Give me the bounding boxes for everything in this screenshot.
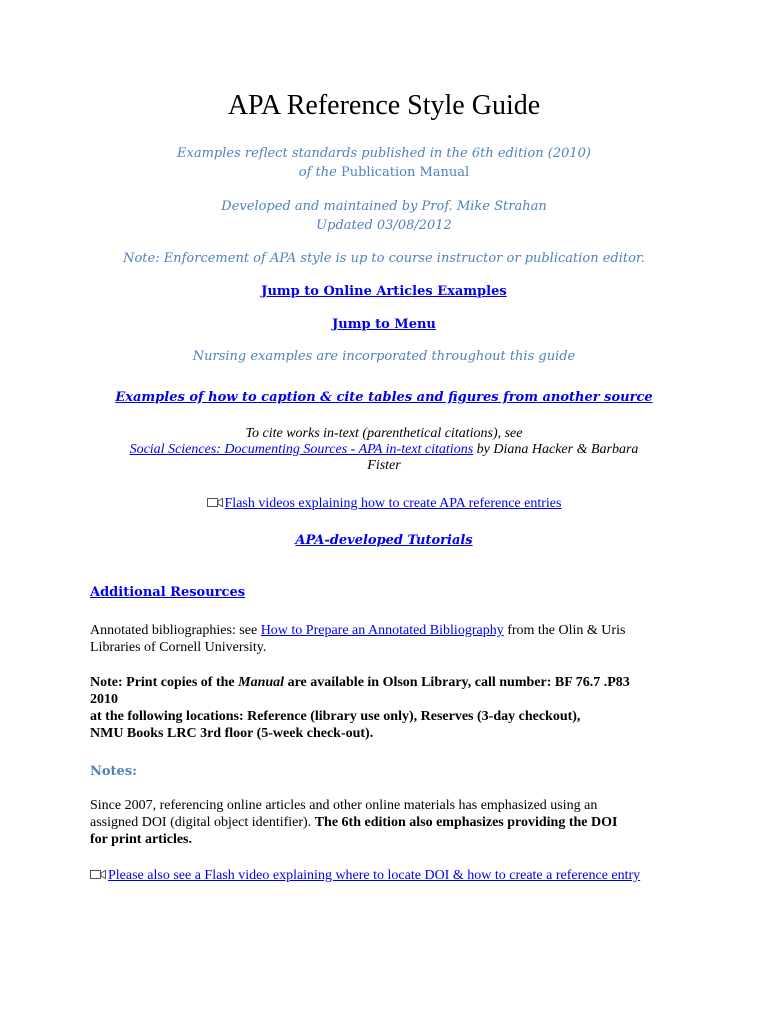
apa-tutorials-link[interactable]: APA-developed Tutorials: [295, 533, 473, 548]
annotated-line1: [90, 622, 680, 639]
apa-tutorials-row: [0, 531, 768, 549]
annotated-prefix: Annotated bibliographies: see: [90, 623, 258, 638]
annotated-suffix: from the Olin & Uris: [507, 623, 626, 638]
doi-line2-bold: The 6th edition also emphasizes providing the DOI: [314, 815, 618, 830]
additional-resources-heading-row: [90, 584, 680, 601]
enforcement-note: Note: Enforcement of APA style is up to course instructor or publication editor.: [123, 251, 645, 266]
annotated-line2: Libraries of Cornell University.: [90, 640, 267, 655]
subtitle: [0, 144, 768, 182]
doi-line3: for print articles.: [90, 832, 192, 847]
flash-videos-link[interactable]: Flash videos explaining how to create APA reference entries: [224, 496, 562, 511]
print-copies-note: [90, 674, 680, 742]
author-info: [0, 197, 768, 235]
caption-tables-row: [0, 388, 768, 406]
subtitle-line2: [0, 163, 768, 182]
notes-label: Notes:: [90, 764, 137, 779]
doi-video-link[interactable]: Please also see a Flash video explaining where to locate DOI & how to create a reference entry: [108, 868, 641, 883]
doi-line1: Since 2007, referencing online articles and other online materials has emphasized using an: [90, 798, 598, 813]
jump-online-articles-link[interactable]: Jump to Online Articles Examples: [261, 284, 507, 299]
jump-menu-row: [0, 315, 768, 333]
intext-line3: Fister: [367, 458, 401, 473]
jump-to-menu-link[interactable]: Jump to Menu: [332, 317, 436, 332]
doi-line2-prefix: assigned DOI (digital object identifier).: [90, 815, 312, 830]
print-note-suffix: are available in Olson Library, call number: BF 76.7 .P83: [287, 675, 630, 690]
flash-videos-row: [0, 496, 768, 512]
video-camera-icon: [207, 497, 223, 508]
print-note-nmu: NMU Books LRC 3rd floor (5-week check-out).: [90, 726, 374, 741]
intext-line2: [0, 442, 768, 458]
page-title: APA Reference Style Guide: [227, 90, 541, 121]
updated-date: Updated 03/08/2012: [316, 218, 452, 233]
video-camera-icon: [90, 869, 106, 880]
annotated-bib-paragraph: [90, 622, 680, 656]
additional-resources-link[interactable]: Additional Resources: [90, 585, 246, 600]
annotated-bibliography-link[interactable]: How to Prepare an Annotated Bibliography: [260, 623, 504, 638]
intext-line1: To cite works in-text (parenthetical citations), see: [245, 426, 523, 441]
nursing-note: Nursing examples are incorporated throughout this guide: [192, 349, 576, 364]
print-note-year: 2010: [90, 692, 118, 707]
subtitle-line1: Examples reflect standards published in the 6th edition (2010): [177, 146, 591, 161]
intext-citation-block: [0, 426, 768, 474]
manual-text: Manual: [238, 675, 285, 690]
doi-line2: [90, 814, 680, 831]
doi-paragraph: [90, 797, 680, 848]
caption-tables-link[interactable]: Examples of how to caption & cite tables and figures from another source: [115, 390, 653, 405]
doi-video-row: [90, 867, 660, 884]
print-note-prefix: Note: Print copies of the: [90, 675, 235, 690]
print-note-line1: [90, 674, 680, 691]
print-note-locations: at the following locations: Reference (library use only), Reserves (3-day checkout),: [90, 709, 581, 724]
subtitle-line2-prefix: of the: [298, 165, 337, 180]
jump-online-row: [0, 282, 768, 300]
intext-citations-link[interactable]: Social Sciences: Documenting Sources - APA in-text citations: [129, 442, 474, 457]
notes-heading-row: [90, 763, 680, 780]
author-line: Developed and maintained by Prof. Mike Strahan: [221, 199, 547, 214]
intext-author: by Diana Hacker & Barbara: [476, 442, 639, 457]
publication-manual-text: Publication Manual: [340, 165, 470, 180]
